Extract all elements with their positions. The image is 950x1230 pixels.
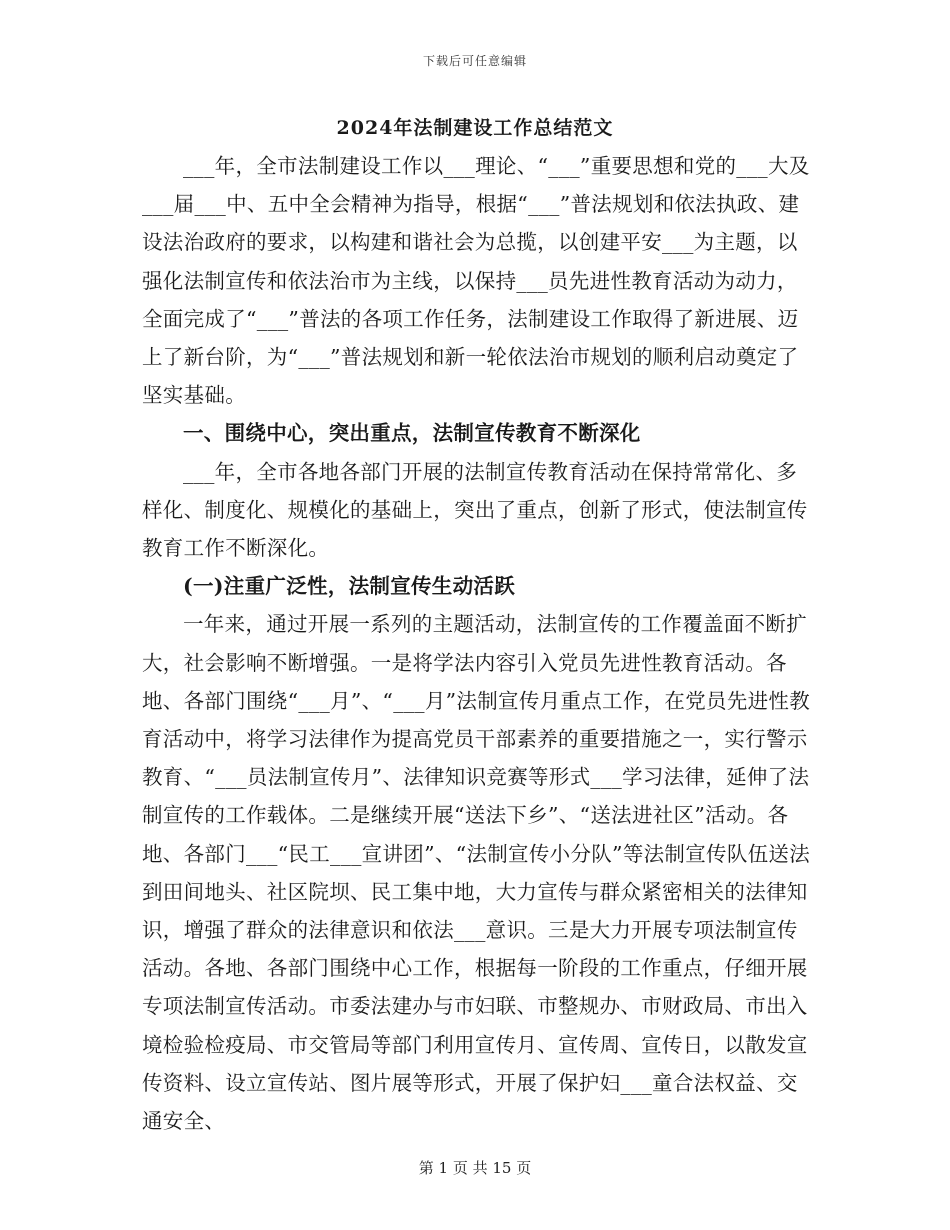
subsection-1-paragraph: 一年来，通过开展一系列的主题活动，法制宣传的工作覆盖面不断扩大，社会影响不断增强。一是将学法内容引入党员先进性教育活动。各地、各部门围绕“___月”、“___月”法制宣传月重点工作，在党员先进性教育活动中，将学习法律作为提高党员干部素养的重要措施之一，实行警示教育、“___员法制宣传月”、法律知识竞赛等形式___学习法律，延伸了法制宣传的工作载体。二是继续开展“送法下乡”、“送法进社区”活动。各地、各部门___“民工___宣讲团”、“法制宣传小分队”等法制宣传队伍送法到田间地头、社区院坝、民工集中地，大力宣传与群众紧密相关的法律知识，增强了群众的法律意识和依法___意识。三是大力开展专项法制宣传活动。各地、各部门围绕中心工作，根据每一阶段的工作重点，仔细开展专项法制宣传活动。市委法建办与市妇联、市整规办、市财政局、市出入境检验检疫局、市交管局等部门利用宣传月、宣传周、宣传日，以散发宣传资料、设立宣传站、图片展等形式，开展了保护妇___童合法权益、交通安全、 bbox=[142, 612, 811, 1134]
document-title: 2024年法制建设工作总结范文 bbox=[336, 117, 614, 139]
subsection-heading-1: (一)注重广泛性，法制宣传生动活跃 bbox=[183, 574, 515, 599]
section-heading-1: 一、围绕中心，突出重点，法制宣传教育不断深化 bbox=[183, 421, 641, 446]
section-1-paragraph: ___年，全市各地各部门开展的法制宣传教育活动在保持常常化、多样化、制度化、规模化的基础上，突出了重点，创新了形式，使法制宣传教育工作不断深化。 bbox=[142, 459, 808, 561]
page-number: 第 1 页 共 15 页 bbox=[418, 1159, 532, 1177]
intro-paragraph: ___年，全市法制建设工作以___理论、“___”重要思想和党的___大及___届___中、五中全会精神为指导，根据“___”普法规划和依法执政、建设法治政府的要求，以构建和谐社会为总揽，以创建平安___为主题，以强化法制宣传和依法治市为主线，以保持___员先进性教育活动为动力，全面完成了“___”普法的各项工作任务，法制建设工作取得了新进展、迈上了新台阶，为“___”普法规划和新一轮依法治市规划的顺利启动奠定了坚实基础。 bbox=[142, 154, 810, 408]
document-body bbox=[142, 147, 814, 1140]
page-header-note: 下载后可任意编辑 bbox=[422, 54, 527, 68]
